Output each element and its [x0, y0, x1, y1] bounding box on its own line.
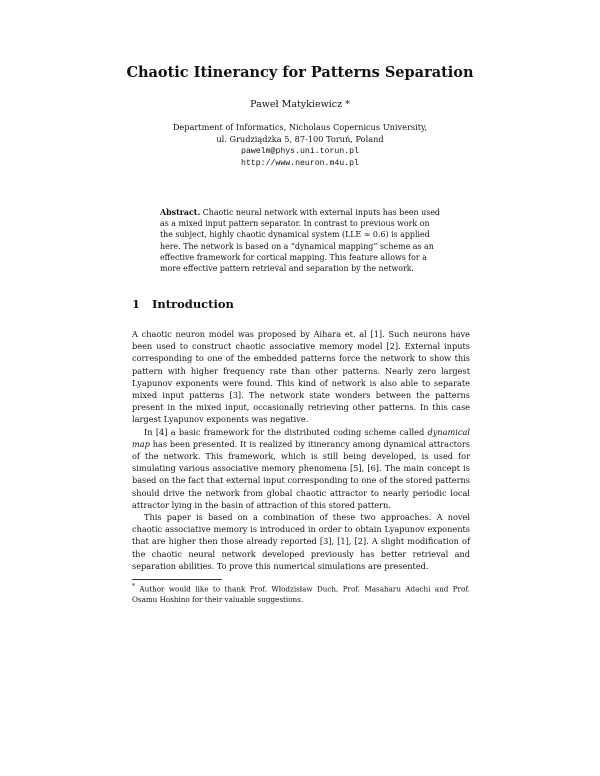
- footnote-mark: *: [132, 583, 135, 590]
- footnote: [132, 582, 470, 606]
- paragraph-2-rest: has been presented. It is realized by itinerancy among dynamical attractors of the network. This framework, which is still being developed, is used for simulating various associative memory phenomena [5], [6]. The main concept is based on the fact that external input corresponding to one of the stored patterns should drive the network from global chaotic attractor to nearly periodic local attractor lying in the basin of attraction of this stored pattern.: [132, 438, 470, 510]
- author-url[interactable]: http://www.neuron.m4u.pl: [241, 159, 359, 169]
- abstract: [160, 207, 442, 274]
- author-email[interactable]: pawelm@phys.uni.torun.pl: [241, 146, 359, 156]
- paragraph-2-start: In [4] a basic framework for the distributed coding scheme called: [144, 426, 428, 437]
- section-body: [132, 328, 470, 572]
- author-name: [0, 99, 600, 110]
- paper-title: Chaotic Itinerancy for Patterns Separation: [126, 64, 474, 81]
- footnote-text: Author would like to thank Prof. Włodzisław Duch, Prof. Masaharu Adachi and Prof. Osamu Hoshino for their valuable suggestions.: [132, 584, 470, 604]
- paragraph-1: A chaotic neuron model was proposed by Aihara et. al [1]. Such neurons have been used to construct chaotic associative memory model [2]. External inputs corresponding to one of the embedded patterns force the network to show this pattern with higher frequency rate than other patterns. Nearly zero largest Lyapunov exponents were found. This kind of network is also able to separate mixed input patterns [3]. The network state wonders between the patterns present in the mixed input, occasionally retrieving other patterns. In this case largest Lyapunov exponents was negative.: [132, 329, 470, 425]
- paragraph-2: [132, 426, 470, 511]
- section-heading: [132, 297, 234, 311]
- affiliation-block: [0, 121, 600, 171]
- footnote-rule: [132, 579, 222, 580]
- section-number: 1: [132, 297, 141, 311]
- abstract-text: Chaotic neural network with external inputs has been used as a mixed input pattern separator. In contrast to previous work on the subject, highly chaotic dynamical system (LLE ≈ 0.6) is applied here. The network is based on a “dynamical mapping” scheme as an effective framework for cortical mapping. This feature allows for a more effective pattern retrieval and separation by the network.: [160, 208, 440, 274]
- affiliation-line-1: Department of Informatics, Nicholaus Copernicus University,: [172, 122, 428, 132]
- paragraph-3: This paper is based on a combination of these two approaches. A novel chaotic associative memory is introduced in order to obtain Lyapunov exponents that are higher then those already reported [3], [1], [2]. A slight modification of the chaotic neural network developed previously has better retrieval and separation abilities. To prove this numerical simulations are presented.: [132, 512, 470, 571]
- author-name-text: Paweł Matykiewicz: [250, 99, 343, 110]
- abstract-label: Abstract.: [160, 208, 201, 217]
- affiliation-line-2: ul. Grudziądzka 5, 87-100 Toruń, Poland: [216, 134, 384, 145]
- paragraph-2-italic-term: dynamical map: [132, 426, 470, 449]
- section-title: Introduction: [152, 297, 234, 311]
- author-footnote-mark: *: [342, 99, 350, 110]
